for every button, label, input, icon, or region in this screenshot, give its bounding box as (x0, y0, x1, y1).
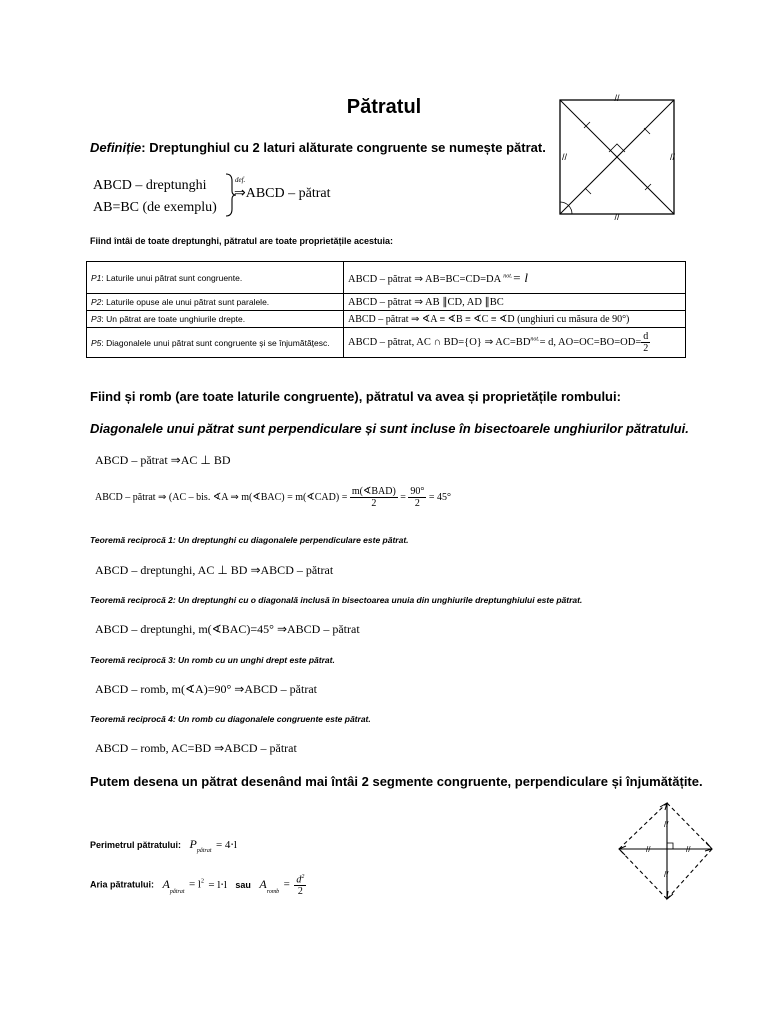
prop-id: P1 (91, 272, 102, 283)
dashed-side (667, 849, 712, 899)
theorem-1 (90, 535, 409, 545)
prop-cell (87, 262, 344, 294)
prop-formula: ABCD – pătrat ⇒ AB=BC=CD=DA (348, 273, 501, 285)
diagonals-heading: Diagonalele unui pătrat sunt perpendiculare și sunt incluse în bisectoarele unghiurilor pătratului. (90, 421, 689, 436)
system-line-2: AB=BC (de exemplu) (93, 200, 217, 215)
theorem-text: : Un dreptunghi cu o diagonală inclusă în bisectoarea unuia din unghiurile dreptunghiului este pătrat. (172, 595, 583, 605)
svg-text://: // (646, 845, 651, 854)
draw-heading: Putem desena un pătrat desenând mai întâi 2 segmente congruente, perpendiculare și înjumătățite. (90, 774, 703, 789)
prop-tail: = l (512, 269, 529, 285)
theorem-3-formula: ABCD – romb, m(∢A)=90° ⇒ABCD – pătrat (95, 682, 317, 696)
bis-result: = 45° (428, 492, 452, 503)
area-eq2: = (283, 878, 290, 891)
table-row (87, 262, 686, 294)
frac-num (294, 872, 306, 886)
system-conclusion: ⇒ABCD – pătrat (234, 186, 331, 201)
fraction (641, 331, 650, 354)
prop-formula: ABCD – pătrat ⇒ ∢A ≡ ∢B ≡ ∢C ≡ ∢D (unghiuri cu măsura de 90°) (348, 313, 630, 325)
definition-label: Definiție (90, 140, 142, 155)
area-value: = l (188, 878, 201, 891)
svg-text://: // (562, 152, 568, 162)
bis-left: ABCD – pătrat ⇒ (AC – bis. ∢A ⇒ m(∢BAC) = m(∢CAD) = (95, 492, 348, 503)
prop-id: P3 (91, 314, 102, 324)
frac-den: 2 (297, 886, 303, 898)
frac-den: 2 (643, 343, 649, 354)
svg-text://: // (614, 93, 620, 103)
prop-text: : Laturile opuse ale unui pătrat sunt paralele. (101, 297, 270, 307)
theorem-3 (90, 655, 335, 665)
prop-text: : Diagonalele unui pătrat sunt congruente și se înjumătățesc. (101, 337, 330, 348)
definition-system (93, 175, 217, 219)
svg-text://: // (670, 152, 676, 162)
theorem-4 (90, 714, 371, 724)
theorem-text: : Un romb cu un unghi drept este pătrat. (172, 655, 335, 665)
table-row (87, 294, 686, 311)
theorem-text: : Un dreptunghi cu diagonalele perpendiculare este pătrat. (172, 535, 409, 545)
svg-text://: // (664, 820, 669, 829)
area-sup: 2 (200, 878, 204, 885)
theorem-2 (90, 595, 582, 605)
perimeter (90, 835, 237, 854)
prop-cell (87, 311, 344, 328)
table-row (87, 328, 686, 358)
dashed-side (667, 803, 712, 849)
prop-tail: = d, AO=OC=BO=OD= (539, 336, 642, 348)
prop-id: P2 (91, 297, 102, 307)
prop-cell (87, 294, 344, 311)
prop-text: : Laturile unui pătrat sunt congruente. (101, 272, 243, 283)
dashed-side (619, 803, 667, 849)
theorem-label: Teoremă reciprocă 1 (90, 535, 173, 545)
prop-text: : Un pătrat are toate unghiurile drepte. (101, 314, 246, 324)
prop-cell (87, 328, 344, 358)
fraction (350, 486, 398, 509)
table-row (87, 311, 686, 328)
intro-text: Fiind întâi de toate dreptunghi, pătratul are toate proprietățile acestuia: (90, 236, 394, 246)
perimeter-label: Perimetrul pătratului: (90, 840, 182, 850)
fraction (408, 486, 426, 509)
definition (90, 140, 546, 155)
prop-formula-cell (344, 328, 686, 358)
square-construction-figure (610, 795, 720, 907)
prop-formula-cell (344, 311, 686, 328)
svg-text://: // (664, 870, 669, 879)
square-figure (550, 92, 686, 226)
prop-note: not. (503, 273, 513, 279)
system-line-1: ABCD – dreptunghi (93, 178, 207, 193)
area-value2: = l⋅l (208, 879, 227, 892)
area-or: sau (235, 879, 251, 890)
definition-text: : Dreptunghiul cu 2 laturi alăturate congruente se numește pătrat. (141, 140, 546, 155)
prop-formula: ABCD – pătrat, AC ∩ BD={O} ⇒ AC=BD (348, 336, 531, 348)
bis-eq: = (400, 492, 406, 503)
theorem-label: Teoremă reciprocă 4 (90, 714, 173, 724)
prop-id: P5 (91, 337, 102, 348)
area (90, 872, 306, 897)
theorem-text: : Un romb cu diagonalele congruente este pătrat. (172, 714, 371, 724)
properties-table (86, 261, 686, 358)
theorem-4-formula: ABCD – romb, AC=BD ⇒ABCD – pătrat (95, 741, 297, 755)
area-sub: pătrat (169, 889, 185, 896)
prop-formula: ABCD – pătrat ⇒ AB ∥CD, AD ∥BC (348, 297, 504, 308)
theorem-label: Teoremă reciprocă 2 (90, 595, 173, 605)
formula-perpendicular: ABCD – pătrat ⇒AC ⊥ BD (95, 453, 231, 467)
fraction (294, 872, 306, 897)
frac-num-sup: 2 (301, 874, 305, 880)
theorem-1-formula: ABCD – dreptunghi, AC ⊥ BD ⇒ABCD – pătrat (95, 563, 334, 577)
prop-formula-cell (344, 294, 686, 311)
frac-num: m(∢BAD) (351, 486, 396, 497)
perimeter-symbol: P (189, 837, 197, 851)
dashed-side (619, 849, 667, 899)
frac-num-d: d (296, 874, 302, 886)
formula-bisector (95, 486, 451, 509)
area-label: Aria pătratului: (90, 879, 155, 890)
prop-note: not. (530, 336, 540, 343)
area-sub-rhomb: romb (266, 889, 280, 896)
def-annotation: def. (235, 176, 246, 184)
frac-num: d (643, 331, 649, 342)
svg-text://: // (686, 845, 691, 854)
svg-text://: // (614, 212, 620, 222)
perimeter-value: = 4⋅l (215, 839, 237, 851)
area-symbol-rhomb: A (259, 877, 267, 892)
perimeter-sub: pătrat (196, 848, 212, 855)
theorem-label: Teoremă reciprocă 3 (90, 655, 173, 665)
page-title: Pătratul (346, 96, 422, 118)
frac-num: 90° (410, 486, 425, 497)
frac-den: 2 (414, 498, 420, 509)
rhomb-heading: Fiind și romb (are toate laturile congruente), pătratul va avea și proprietățile rombului: (90, 389, 621, 404)
right-angle-mark (667, 843, 673, 849)
frac-den: 2 (371, 498, 377, 509)
theorem-2-formula: ABCD – dreptunghi, m(∢BAC)=45° ⇒ABCD – pătrat (95, 622, 360, 636)
area-symbol: A (162, 877, 170, 892)
prop-formula-cell (344, 262, 686, 294)
